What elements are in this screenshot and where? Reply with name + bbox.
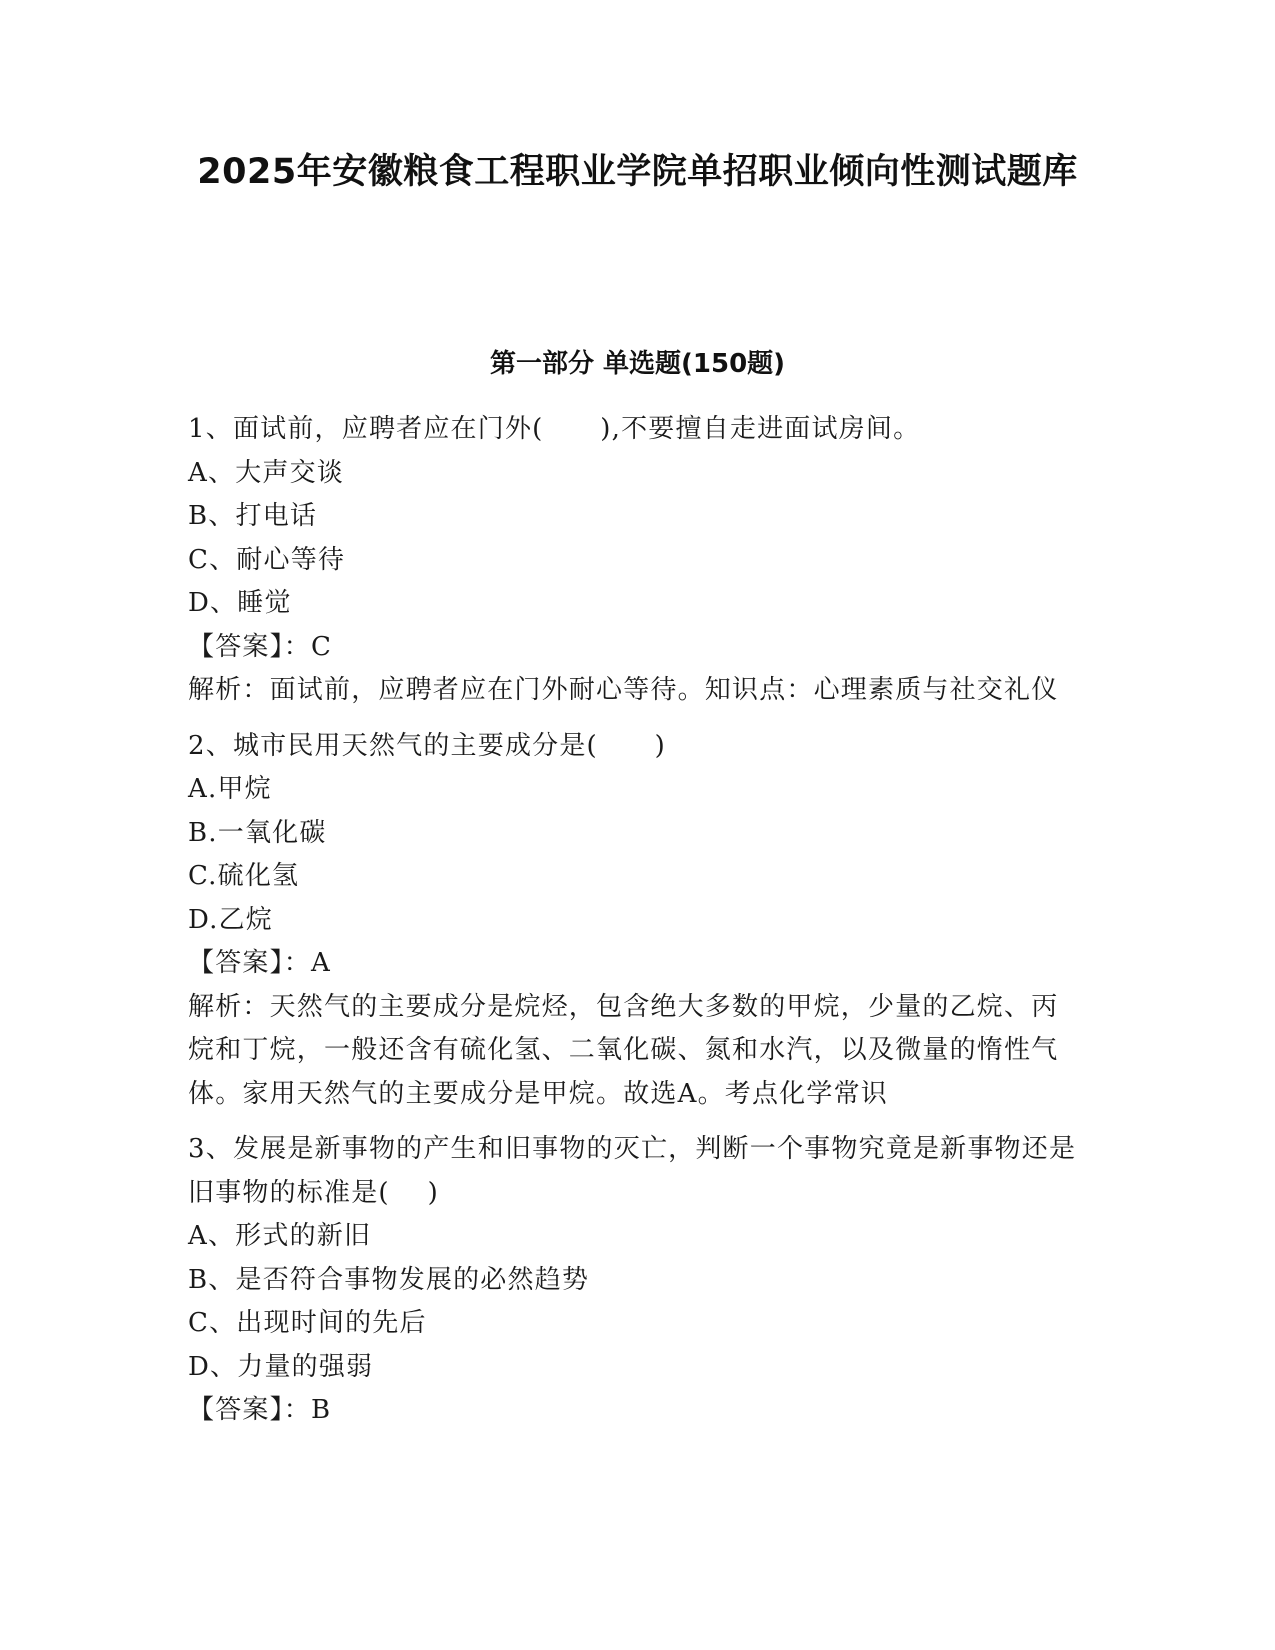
option-d: D、睡觉 (188, 588, 292, 618)
document-title: 2025年安徽粮食工程职业学院单招职业倾向性测试题库 (197, 152, 1078, 192)
question-2 (188, 725, 1083, 1117)
option-d: D.乙烷 (188, 904, 273, 935)
analysis-text: 解析：面试前，应聘者应在门外耐心等待。知识点：心理素质与社交礼仪 (188, 675, 1059, 705)
option-b: B.一氧化碳 (188, 817, 327, 848)
option-b: B、打电话 (188, 501, 318, 531)
option-c: C、耐心等待 (188, 544, 346, 575)
question-list (188, 408, 1083, 1445)
option-a: A.甲烷 (188, 774, 272, 804)
option-a: A、形式的新旧 (188, 1221, 372, 1251)
answer-label: 【答案】：C (188, 631, 333, 662)
option-c: C、出现时间的先后 (188, 1308, 427, 1338)
option-d: D、力量的强弱 (188, 1351, 374, 1382)
answer-label: 【答案】：A (188, 948, 331, 978)
question-3 (188, 1128, 1083, 1433)
section-heading: 第一部分 单选题(150题) (489, 349, 786, 379)
option-c: C.硫化氢 (188, 861, 300, 891)
option-b: B、是否符合事物发展的必然趋势 (188, 1264, 590, 1295)
answer-label: 【答案】：B (188, 1395, 332, 1425)
analysis-text: 解析：天然气的主要成分是烷烃，包含绝大多数的甲烷，少量的乙烷、丙烷和丁烷，一般还含有硫化氢、二氧化碳、氮和水汽，以及微量的惰性气体。家用天然气的主要成分是甲烷。故选A。考点化学常识 (188, 991, 1059, 1109)
option-a: A、大声交谈 (188, 457, 344, 488)
question-1 (188, 408, 1083, 713)
question-stem: 2、城市民用天然气的主要成分是( ) (188, 730, 667, 761)
question-stem: 1、面试前，应聘者应在门外( ),不要擅自走进面试房间。 (188, 414, 921, 444)
question-stem: 3、发展是新事物的产生和旧事物的灭亡，判断一个事物究竟是新事物还是旧事物的标准是( ) (188, 1134, 1077, 1208)
